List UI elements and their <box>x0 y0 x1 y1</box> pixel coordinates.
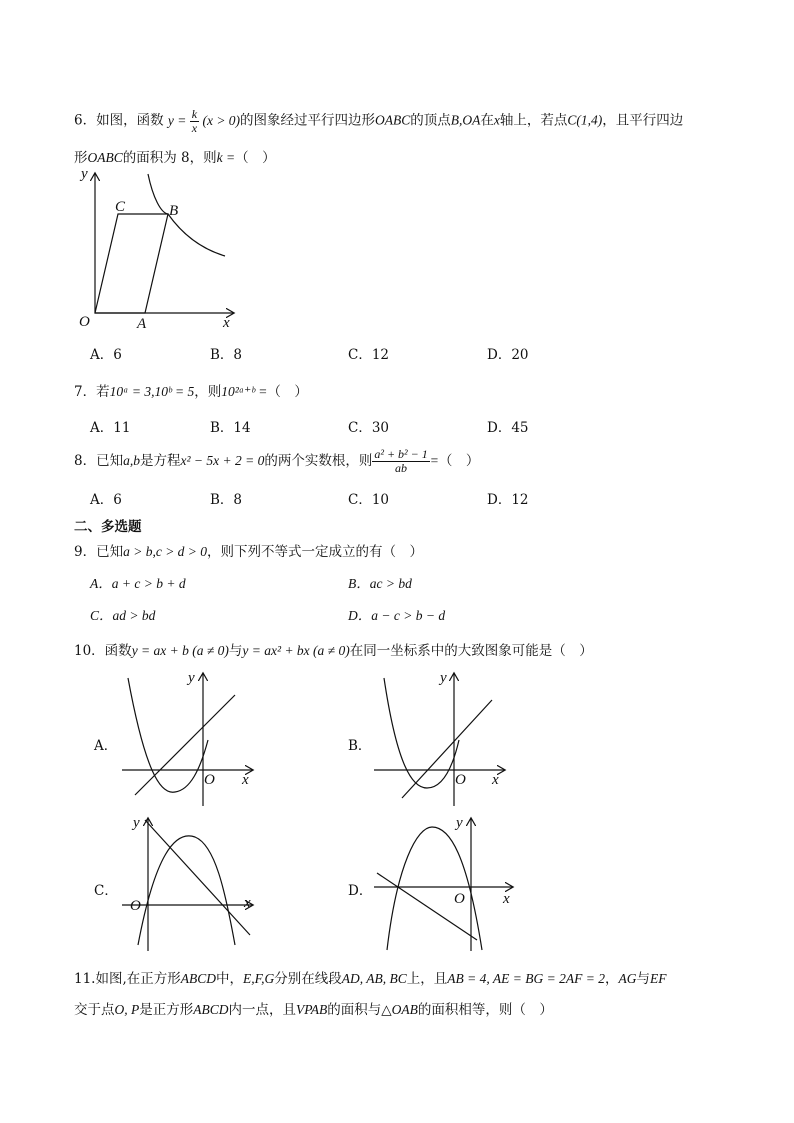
svg-text:x: x <box>503 891 510 907</box>
svg-text:O: O <box>455 772 466 788</box>
svg-text:y: y <box>456 815 463 831</box>
svg-text:y: y <box>133 815 140 831</box>
q6-option-b[interactable]: B．8 <box>210 347 243 363</box>
label-y: y <box>81 166 88 182</box>
q9-option-a[interactable]: A．a + c > b + d <box>90 576 186 591</box>
q8-option-a[interactable]: A．6 <box>90 492 122 508</box>
section-title: 二、多选题 <box>74 519 142 535</box>
q7-line: 7．若10ᵃ = 3,10ᵇ = 5，则10²ᵃ⁺ᵇ =（ ） <box>74 384 308 400</box>
q10-option-b[interactable]: B． <box>348 738 372 754</box>
q9-line: 9．已知a > b,c > d > 0，则下列不等式一定成立的有（ ） <box>74 544 424 560</box>
q10-graph-c <box>120 815 260 955</box>
q8-option-d[interactable]: D．12 <box>487 492 529 508</box>
svg-text:y: y <box>188 670 195 686</box>
q11-line1: 11.如图,在正方形ABCD中，E,F,G分别在线段AD, AB, BC上，且AB = 4, AE = BG = 2AF = 2，AG与EF <box>74 971 667 987</box>
q7-option-d[interactable]: D．45 <box>487 420 529 436</box>
q6-function: y = $\frac{k}{x}$ (x > 0) <box>167 107 241 135</box>
q10-graph-b <box>372 670 512 810</box>
svg-text:O: O <box>130 898 141 914</box>
svg-text:x: x <box>492 772 499 788</box>
q7-option-c[interactable]: C．30 <box>348 420 390 436</box>
svg-text:x: x <box>244 895 251 911</box>
parallelogram-oabc <box>95 214 168 313</box>
q8-option-c[interactable]: C．10 <box>348 492 390 508</box>
q10-graph-d <box>372 815 517 955</box>
label-c: C <box>115 199 126 215</box>
q6-option-c[interactable]: C．12 <box>348 347 390 363</box>
q6-line1: 6．如图，函数 y = $\frac{k}{x}$ (x > 0)的图象经过平行四边形OABC的顶点B,OA在x轴上，若点C(1,4)，且平行四边 <box>74 107 684 135</box>
q6-option-d[interactable]: D．20 <box>487 347 529 363</box>
q6-option-a[interactable]: A．6 <box>90 347 122 363</box>
label-b: B <box>169 203 179 219</box>
hyperbola-curve <box>148 174 225 256</box>
q9-option-b[interactable]: B．ac > bd <box>348 576 412 591</box>
label-a: A <box>137 316 147 332</box>
q10-line: 10．函数y = ax + b (a ≠ 0)与y = ax² + bx (a ≠ 0)在同一坐标系中的大致图象可能是（ ） <box>74 643 593 659</box>
svg-text:O: O <box>204 772 215 788</box>
label-o: O <box>79 314 90 330</box>
svg-text:x: x <box>242 772 249 788</box>
q9-option-d[interactable]: D．a − c > b − d <box>348 608 446 623</box>
q10-option-d[interactable]: D． <box>348 883 373 899</box>
q9-option-c[interactable]: C．ad > bd <box>90 608 156 623</box>
q7-option-a[interactable]: A．11 <box>90 420 131 436</box>
q8-option-b[interactable]: B．8 <box>210 492 243 508</box>
q6-line2: 形OABC的面积为 8，则k =（ ） <box>74 150 276 166</box>
q7-option-b[interactable]: B．14 <box>210 420 251 436</box>
q11-line2: 交于点O, P是正方形ABCD内一点，且VPAB的面积与△OAB的面积相等，则（ ） <box>74 1002 553 1018</box>
q10-graph-a <box>120 670 260 810</box>
svg-text:y: y <box>440 670 447 686</box>
q10-option-a[interactable]: A． <box>94 738 118 754</box>
q10-option-c[interactable]: C． <box>94 883 118 899</box>
svg-text:O: O <box>454 891 465 907</box>
label-x: x <box>223 315 230 331</box>
q6-figure <box>75 168 245 333</box>
q8-line: 8．已知a,b是方程x² − 5x + 2 = 0的两个实数根，则 $\frac{\text{a² + b² − 1}}{ab}$ =（ ） <box>74 447 480 475</box>
